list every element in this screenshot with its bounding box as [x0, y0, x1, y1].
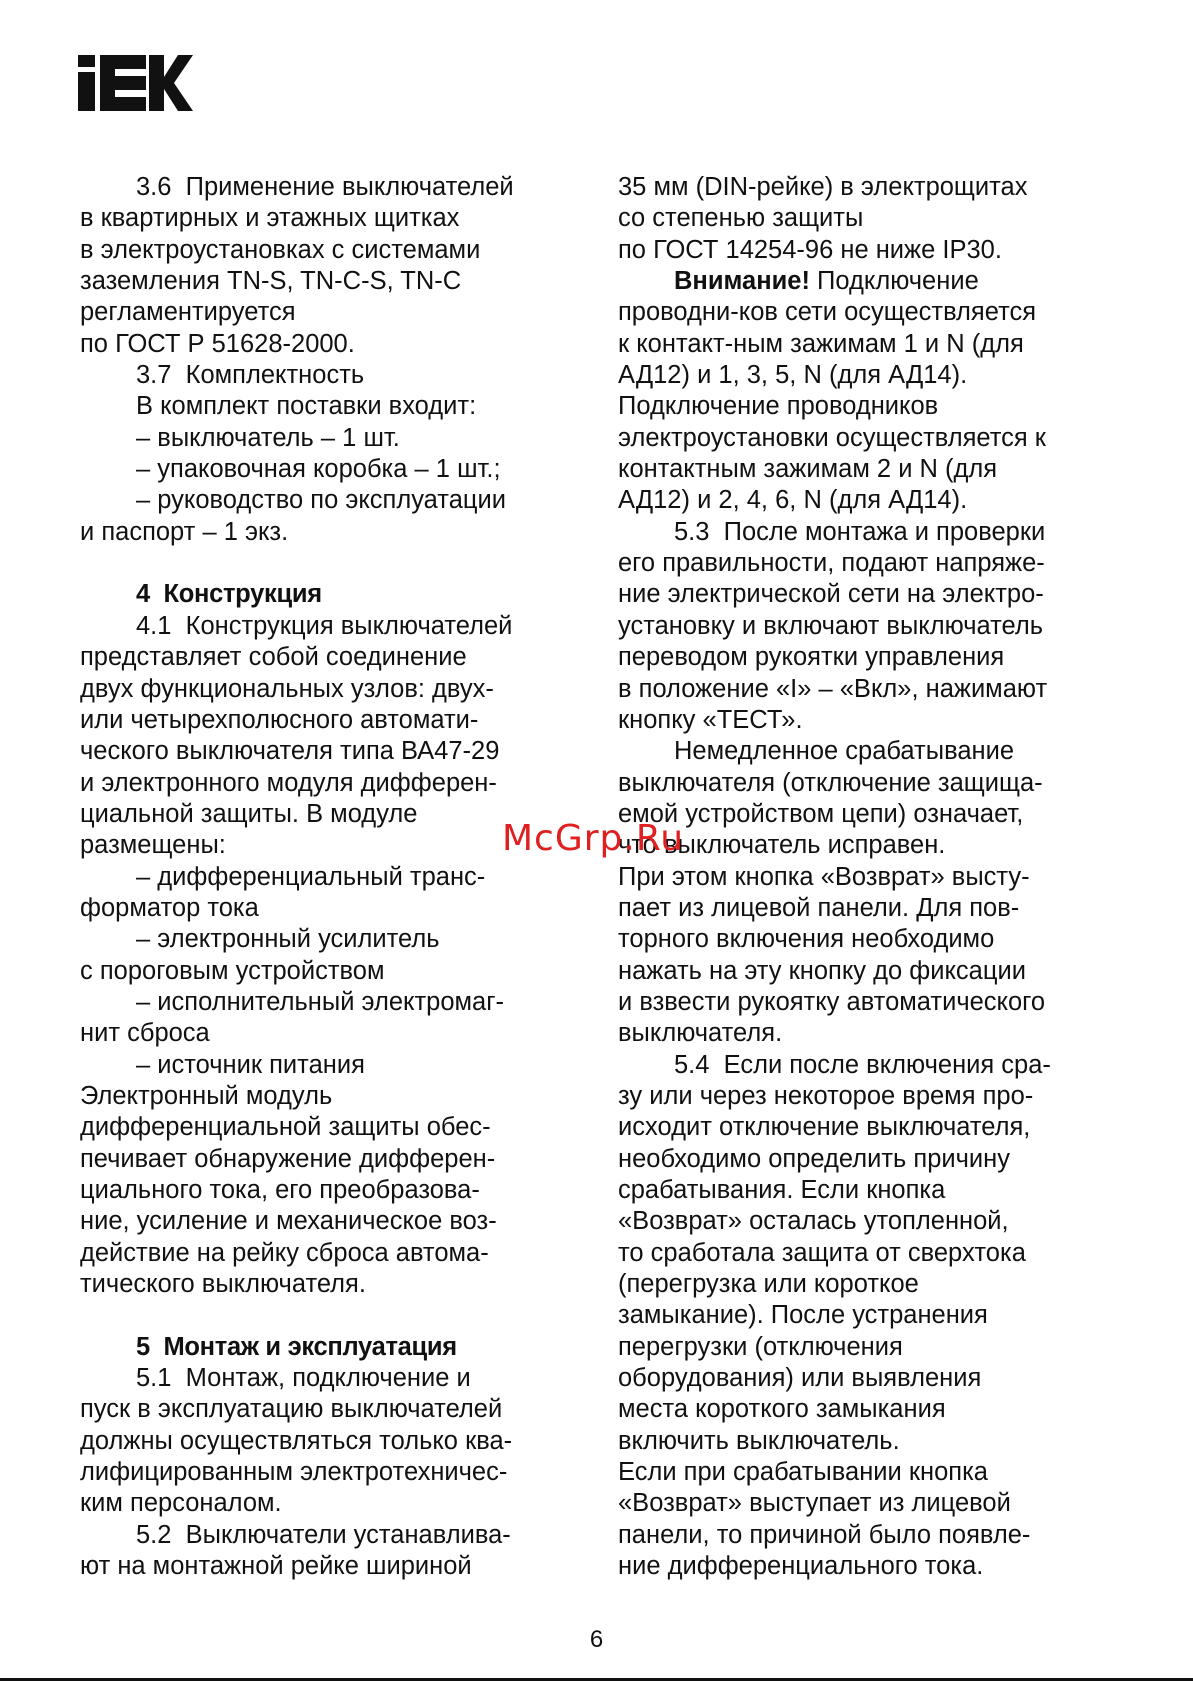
text-line: 5.4 Если после включения сра-: [674, 1050, 1051, 1079]
text-line: выключателя (отключение защища-: [618, 768, 1043, 797]
text-line: 5.1 Монтаж, подключение и: [136, 1364, 471, 1393]
text-line: печивает обнаружение дифферен-: [80, 1144, 496, 1173]
text-line: – руководство по эксплуатации: [136, 486, 506, 515]
text-line: [618, 266, 1138, 297]
text-line: ют на монтажной рейке шириной: [80, 1552, 472, 1581]
text-line: к контакт-ным зажимам 1 и N (для: [618, 329, 1024, 358]
text-line: – исполнительный электромаг-: [136, 987, 505, 1016]
text-line: панели, то причиной было появле-: [618, 1520, 1031, 1549]
text-line: то сработала защита от сверхтока: [618, 1238, 1026, 1267]
paragraph-gap: [80, 1300, 580, 1331]
right-column: [618, 172, 1138, 1582]
text-line: перегрузки (отключения: [618, 1332, 903, 1361]
iek-logo: [78, 55, 193, 111]
text-line: замыкание). После устранения: [618, 1301, 988, 1330]
text-line: тического выключателя.: [80, 1270, 366, 1299]
text-fragment: Подключение: [809, 267, 979, 296]
text-line: контактным зажимам 2 и N (для: [618, 455, 998, 484]
text-line: переводом рукоятки управления: [618, 643, 1005, 672]
text-line: 3.6 Применение выключателей: [136, 173, 514, 201]
text-line: и паспорт – 1 экз.: [80, 517, 289, 546]
text-line: «Возврат» осталась утопленной,: [618, 1207, 1009, 1236]
text-line: 5.2 Выключатели устанавлива-: [136, 1520, 511, 1549]
text-line: ние дифференциального тока.: [618, 1552, 984, 1581]
text-line: представляет собой соединение: [80, 643, 467, 672]
watermark: McGrp.Ru: [502, 818, 685, 859]
text-line: циальной защиты. В модуле: [80, 799, 418, 828]
text-line: действие на рейку сброса автома-: [80, 1238, 489, 1267]
text-line: кнопку «ТЕСТ».: [618, 705, 803, 734]
text-line: зу или через некоторое время про-: [618, 1081, 1034, 1110]
text-line: исходит отключение выключателя,: [618, 1113, 1031, 1142]
text-line: 4.1 Конструкция выключателей: [136, 611, 513, 640]
text-line: емой устройством цепи) означает,: [618, 799, 1024, 828]
text-line: со степенью защиты: [618, 204, 864, 233]
text-line: 35 мм (DIN-рейке) в электрощитах: [618, 173, 1028, 201]
text-line: в квартирных и этажных щитках: [80, 204, 460, 233]
text-line: включить выключатель.: [618, 1426, 900, 1455]
text-line: Немедленное срабатывание: [674, 737, 1015, 766]
text-line: нит сброса: [80, 1019, 210, 1048]
text-line: и электронного модуля дифферен-: [80, 768, 497, 797]
text-line: оборудования) или выявления: [618, 1364, 982, 1393]
text-line: Электронный модуль: [80, 1081, 333, 1110]
text-line: – упаковочная коробка – 1 шт.;: [136, 455, 501, 484]
text-line: в электроустановках с системами: [80, 235, 481, 264]
text-line: проводни-ков сети осуществляется: [618, 298, 1037, 327]
text-line: торного включения необходимо: [618, 925, 995, 954]
text-line: выключателя.: [618, 1019, 783, 1048]
text-line: должны осуществляться только ква-: [80, 1426, 513, 1455]
text-line: места короткого замыкания: [618, 1395, 946, 1424]
text-line: Подключение проводников: [618, 392, 939, 421]
text-line: – выключатель – 1 шт.: [136, 423, 400, 452]
text-line: установку и включают выключатель: [618, 611, 1043, 640]
text-line: его правильности, подают напряже-: [618, 549, 1045, 578]
text-line: – электронный усилитель: [136, 925, 440, 954]
text-line: Если при срабатывании кнопка: [618, 1458, 988, 1487]
text-line: по ГОСТ Р 51628-2000.: [80, 329, 355, 358]
text-line: ким персоналом.: [80, 1489, 282, 1518]
text-line: АД12) и 2, 4, 6, N (для АД14).: [618, 486, 968, 515]
text-line: При этом кнопка «Возврат» высту-: [618, 862, 1030, 891]
text-line: 5.3 После монтажа и проверки: [674, 517, 1046, 546]
text-line: «Возврат» выступает из лицевой: [618, 1489, 1011, 1518]
text-line: и взвести рукоятку автоматического: [618, 987, 1046, 1016]
text-line: электроустановки осуществляется к: [618, 423, 1046, 452]
attention-label: Внимание!: [674, 267, 810, 296]
section-heading: 5 Монтаж и эксплуатация: [136, 1332, 457, 1361]
page-number: 6: [589, 1626, 604, 1653]
text-line: пуск в эксплуатацию выключателей: [80, 1395, 503, 1424]
text-line: по ГОСТ 14254-96 не ниже IP30.: [618, 235, 1002, 264]
text-line: АД12) и 1, 3, 5, N (для АД14).: [618, 361, 968, 390]
text-line: что выключатель исправен.: [618, 831, 946, 860]
text-line: ние электрической сети на электро-: [618, 580, 1044, 609]
text-line: (перегрузка или короткое: [618, 1270, 919, 1299]
text-line: срабатывания. Если кнопка: [618, 1176, 946, 1204]
text-line: с пороговым устройством: [80, 956, 385, 985]
text-line: или четырехполюсного автомати-: [80, 705, 479, 734]
text-line: В комплект поставки входит:: [136, 392, 477, 421]
section-heading: 4 Конструкция: [136, 580, 322, 609]
text-line: 3.7 Комплектность: [136, 361, 365, 390]
text-line: форматор тока: [80, 893, 259, 922]
text-line: пает из лицевой панели. Для пов-: [618, 893, 1020, 922]
text-line: дифференциальной защиты обес-: [80, 1113, 491, 1142]
text-line: двух функциональных узлов: двух-: [80, 674, 494, 703]
text-line: – дифференциальный транс-: [136, 862, 486, 891]
text-line: лифицированным электротехничес-: [80, 1458, 508, 1487]
text-line: нажать на эту кнопку до фиксации: [618, 956, 1026, 985]
paragraph-gap: [80, 548, 580, 579]
text-line: в положение «I» – «Вкл», нажимают: [618, 674, 1048, 703]
text-line: необходимо определить причину: [618, 1144, 1010, 1173]
text-line: заземления TN-S, TN-C-S, TN-C: [80, 267, 462, 296]
left-column: [80, 172, 580, 1582]
text-line: ние, усиление и механическое воз-: [80, 1207, 497, 1236]
text-line: размещены:: [80, 831, 226, 860]
text-line: – источник питания: [136, 1050, 365, 1079]
text-line: циального тока, его преобразова-: [80, 1176, 480, 1204]
text-line: ческого выключателя типа ВА47-29: [80, 737, 500, 766]
text-line: регламентируется: [80, 298, 296, 327]
